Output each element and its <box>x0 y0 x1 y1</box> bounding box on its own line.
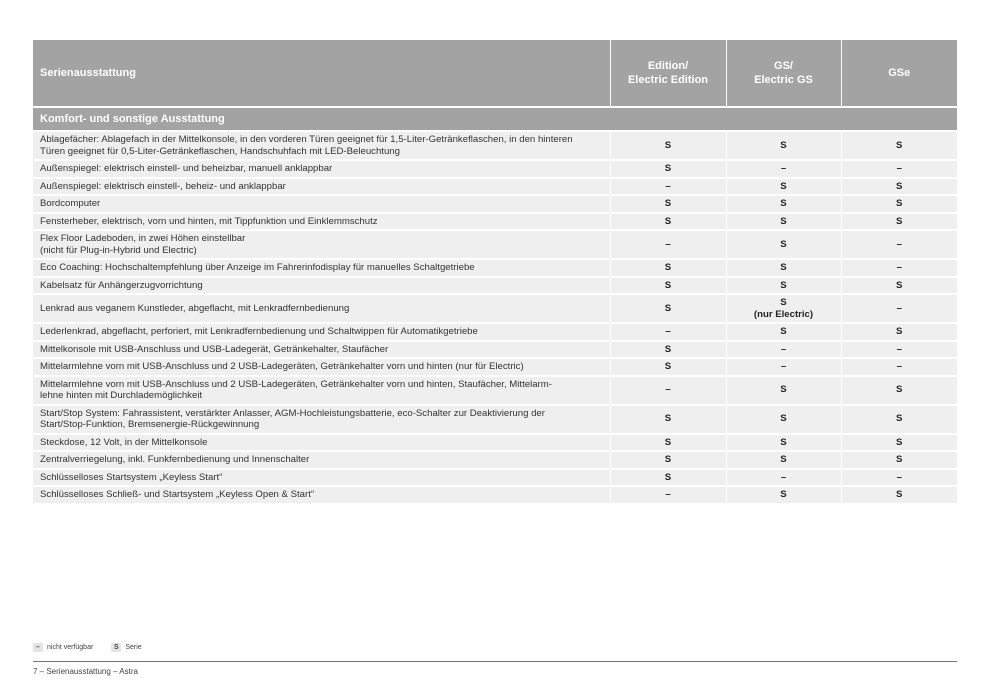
row-description-line1: Ablagefächer: Ablagefach in der Mittelkonsole, in den vorderen Türen geeignet für 1,5-Liter-Getränkeflaschen, in den hinteren <box>40 134 573 145</box>
legend-s-text: Serie <box>125 644 142 651</box>
table-row <box>33 451 957 469</box>
cell-gse-value: S <box>896 326 903 337</box>
cell-gse <box>841 341 957 359</box>
row-description-line1: Zentralverriegelung, inkl. Funkfernbedienung und Innenschalter <box>40 454 310 465</box>
cell-edition-value: S <box>664 163 672 174</box>
row-description-line1: Start/Stop System: Fahrassistent, verstärkter Anlasser, AGM-Hochleistungsbatterie, eco-Schalter zur Deaktivierung der <box>40 407 545 419</box>
table-row <box>33 341 957 359</box>
cell-gse <box>841 277 957 295</box>
table-row <box>33 160 957 178</box>
cell-gs <box>726 323 841 341</box>
cell-gse-value: – <box>896 262 902 273</box>
cell-gse-value: S <box>896 198 903 209</box>
cell-gse-value: S <box>896 436 903 448</box>
row-description <box>33 451 610 469</box>
cell-gse-value: S <box>896 215 903 227</box>
row-description <box>33 323 610 341</box>
row-description-line1: Mittelarmlehne vorn mit USB-Anschluss und 2 USB-Ladegeräten, Getränkehalter vorn und hinten, Staufächer, Mittelarm- <box>40 378 552 390</box>
cell-edition <box>610 294 726 323</box>
cell-gs-value: S <box>780 215 787 227</box>
row-description-line1: Steckdose, 12 Volt, in der Mittelkonsole <box>40 436 208 448</box>
cell-edition <box>610 195 726 213</box>
row-description-line1: Außenspiegel: elektrisch einstell- und beheizbar, manuell anklappbar <box>40 163 333 174</box>
cell-edition <box>610 434 726 452</box>
row-description <box>33 358 610 376</box>
cell-gse <box>841 323 957 341</box>
cell-edition <box>610 341 726 359</box>
row-description-line2: (nicht für Plug-in-Hybrid und Electric) <box>40 244 197 256</box>
table-row <box>33 178 957 196</box>
table-header-row <box>33 40 957 107</box>
cell-edition <box>610 376 726 405</box>
cell-gs-note: (nur Electric) <box>753 308 814 320</box>
cell-edition-value: S <box>664 471 672 483</box>
header-gs-line1: GS/ <box>774 60 793 72</box>
table-row <box>33 230 957 259</box>
header-gse: GSe <box>841 40 957 107</box>
table-row <box>33 358 957 376</box>
cell-edition <box>610 323 726 341</box>
cell-gs-value: S <box>780 180 787 192</box>
cell-edition-value: S <box>664 302 672 314</box>
cell-gs <box>726 294 841 323</box>
header-serienausstattung: Serienausstattung <box>33 40 610 107</box>
row-description-line1: Flex Floor Ladeboden, in zwei Höhen einstellbar <box>40 233 246 244</box>
row-description-line2: Türen geeignet für 0,5-Liter-Getränkeflaschen, Handschuhfach mit LED-Beleuchtung <box>40 145 400 157</box>
cell-gse-value: S <box>896 180 903 192</box>
cell-gse-value: – <box>896 471 902 483</box>
cell-gse <box>841 469 957 487</box>
cell-gs-value: – <box>780 361 787 372</box>
cell-gse-value: – <box>896 361 902 372</box>
cell-gse-value: S <box>896 139 903 151</box>
cell-gse <box>841 434 957 452</box>
equipment-table <box>33 40 957 505</box>
cell-gse-value: – <box>896 163 902 174</box>
cell-edition-value: S <box>664 279 672 291</box>
row-description <box>33 405 610 434</box>
cell-gs <box>726 213 841 231</box>
table-row <box>33 323 957 341</box>
cell-gse <box>841 294 957 323</box>
cell-edition-value: S <box>664 454 672 465</box>
row-description <box>33 294 610 323</box>
row-description-line1: Fensterheber, elektrisch, vorn und hinten, mit Tippfunktion und Einklemmschutz <box>40 215 378 227</box>
cell-edition <box>610 213 726 231</box>
cell-gs <box>726 486 841 504</box>
row-description-line1: Schlüsselloses Schließ- und Startsystem „Keyless Open & Start“ <box>40 489 315 500</box>
header-gs <box>726 40 841 107</box>
cell-edition <box>610 451 726 469</box>
cell-gs <box>726 376 841 405</box>
cell-edition-value: – <box>665 180 671 192</box>
table-row <box>33 195 957 213</box>
legend-dash-badge: – <box>33 643 43 652</box>
row-description-line1: Mittelarmlehne vorn mit USB-Anschluss und 2 USB-Ladegeräten, Getränkehalter vorn und hinten (nur für Electric) <box>40 361 524 372</box>
cell-edition <box>610 358 726 376</box>
cell-edition-value: S <box>664 436 672 448</box>
row-description <box>33 160 610 178</box>
header-edition-line1: Edition/ <box>647 60 689 72</box>
row-description <box>33 486 610 504</box>
cell-edition <box>610 230 726 259</box>
cell-gs <box>726 405 841 434</box>
cell-gs-value: S <box>780 326 787 337</box>
row-description <box>33 376 610 405</box>
cell-edition-value: – <box>665 326 671 337</box>
row-description <box>33 195 610 213</box>
cell-gse-value: – <box>896 238 902 250</box>
cell-gs-value: – <box>780 343 787 355</box>
row-description <box>33 230 610 259</box>
row-description-line1: Kabelsatz für Anhängerzugvorrichtung <box>40 279 203 291</box>
cell-gs-value: S <box>780 238 787 250</box>
cell-gs <box>726 160 841 178</box>
cell-edition <box>610 131 726 160</box>
cell-edition-value: S <box>664 215 672 227</box>
cell-gs-value: S <box>780 279 787 291</box>
cell-gse <box>841 358 957 376</box>
table-row <box>33 277 957 295</box>
cell-gse <box>841 376 957 405</box>
row-description-line1: Lenkrad aus veganem Kunstleder, abgeflacht, mit Lenkradfernbedienung <box>40 302 350 314</box>
cell-edition <box>610 277 726 295</box>
cell-gs-value: – <box>780 471 787 483</box>
table-row <box>33 131 957 160</box>
cell-gse-value: S <box>896 384 903 396</box>
cell-gs-value: S <box>780 413 787 425</box>
cell-gse-value: – <box>896 302 902 314</box>
cell-gs-value: S <box>780 297 787 308</box>
row-description-line1: Lederlenkrad, abgeflacht, perforiert, mit Lenkradfernbedienung und Schaltwippen für Automatikgetriebe <box>40 326 478 337</box>
cell-gs <box>726 259 841 277</box>
cell-gse <box>841 213 957 231</box>
cell-gs-value: S <box>780 139 787 151</box>
cell-edition <box>610 259 726 277</box>
cell-gse <box>841 230 957 259</box>
row-description-line1: Außenspiegel: elektrisch einstell-, beheiz- und anklappbar <box>40 180 286 192</box>
cell-edition-value: S <box>664 198 672 209</box>
row-description <box>33 277 610 295</box>
row-description-line1: Eco Coaching: Hochschaltempfehlung über Anzeige im Fahrerinfodisplay für manuelles Schaltgetriebe <box>40 262 475 273</box>
header-edition-line2: Electric Edition <box>627 74 709 86</box>
table-row <box>33 376 957 405</box>
cell-gse <box>841 195 957 213</box>
cell-edition-value: S <box>664 262 672 273</box>
cell-gse-value: S <box>896 454 903 465</box>
row-description <box>33 178 610 196</box>
cell-gse <box>841 131 957 160</box>
cell-gs <box>726 131 841 160</box>
row-description-line1: Bordcomputer <box>40 198 101 209</box>
cell-edition <box>610 486 726 504</box>
cell-gs <box>726 434 841 452</box>
row-description <box>33 131 610 160</box>
cell-edition <box>610 160 726 178</box>
cell-gse <box>841 178 957 196</box>
cell-edition <box>610 178 726 196</box>
header-gs-line2: Electric GS <box>754 74 813 86</box>
row-description-line1: Schlüsselloses Startsystem „Keyless Start“ <box>40 471 223 483</box>
cell-edition-value: – <box>665 489 671 500</box>
cell-gs-value: S <box>780 262 787 273</box>
legend-s-badge: S <box>111 643 121 652</box>
cell-gse-value: S <box>896 279 903 291</box>
legend <box>33 643 142 652</box>
cell-gs-value: S <box>780 489 787 500</box>
row-description-line2: Start/Stop-Funktion, Bremsenergie-Rückgewinnung <box>40 419 260 430</box>
table-row <box>33 434 957 452</box>
cell-gse-value: – <box>896 343 902 355</box>
cell-edition-value: S <box>664 361 672 372</box>
cell-gs <box>726 178 841 196</box>
row-description <box>33 341 610 359</box>
cell-edition-value: S <box>664 343 672 355</box>
cell-gse <box>841 451 957 469</box>
row-description-line2: lehne hinten mit Durchlademöglichkeit <box>40 390 203 401</box>
row-description <box>33 213 610 231</box>
cell-edition-value: – <box>665 238 671 250</box>
cell-gs-value: S <box>780 436 787 448</box>
cell-gse <box>841 486 957 504</box>
table-row <box>33 486 957 504</box>
section-row <box>33 107 957 131</box>
cell-gs-value: – <box>780 163 787 174</box>
cell-gse <box>841 405 957 434</box>
cell-gse <box>841 259 957 277</box>
cell-edition-value: S <box>664 139 672 151</box>
cell-gs <box>726 277 841 295</box>
row-description-line1: Mittelkonsole mit USB-Anschluss und USB-Ladegerät, Getränkehalter, Staufächer <box>40 343 389 355</box>
legend-dash-text: nicht verfügbar <box>47 644 94 651</box>
table-row <box>33 405 957 434</box>
cell-edition-value: S <box>664 413 672 425</box>
cell-gs <box>726 469 841 487</box>
table-row <box>33 294 957 323</box>
cell-gse-value: S <box>896 413 903 425</box>
cell-gs-value: S <box>780 198 787 209</box>
cell-gs <box>726 230 841 259</box>
cell-gse <box>841 160 957 178</box>
section-title: Komfort- und sonstige Ausstattung <box>33 107 957 131</box>
page-footer: 7 – Serienausstattung – Astra <box>33 667 138 676</box>
footer-divider <box>33 661 957 662</box>
cell-gs <box>726 451 841 469</box>
table-row <box>33 213 957 231</box>
cell-edition <box>610 469 726 487</box>
cell-gse-value: S <box>896 489 903 500</box>
row-description <box>33 434 610 452</box>
cell-gs-value: S <box>780 384 787 396</box>
cell-gs <box>726 341 841 359</box>
row-description <box>33 469 610 487</box>
cell-edition <box>610 405 726 434</box>
row-description <box>33 259 610 277</box>
cell-gs <box>726 195 841 213</box>
table-row <box>33 259 957 277</box>
cell-gs-value: S <box>780 454 787 465</box>
cell-edition-value: – <box>665 384 671 396</box>
cell-gs <box>726 358 841 376</box>
header-edition <box>610 40 726 107</box>
table-row <box>33 469 957 487</box>
